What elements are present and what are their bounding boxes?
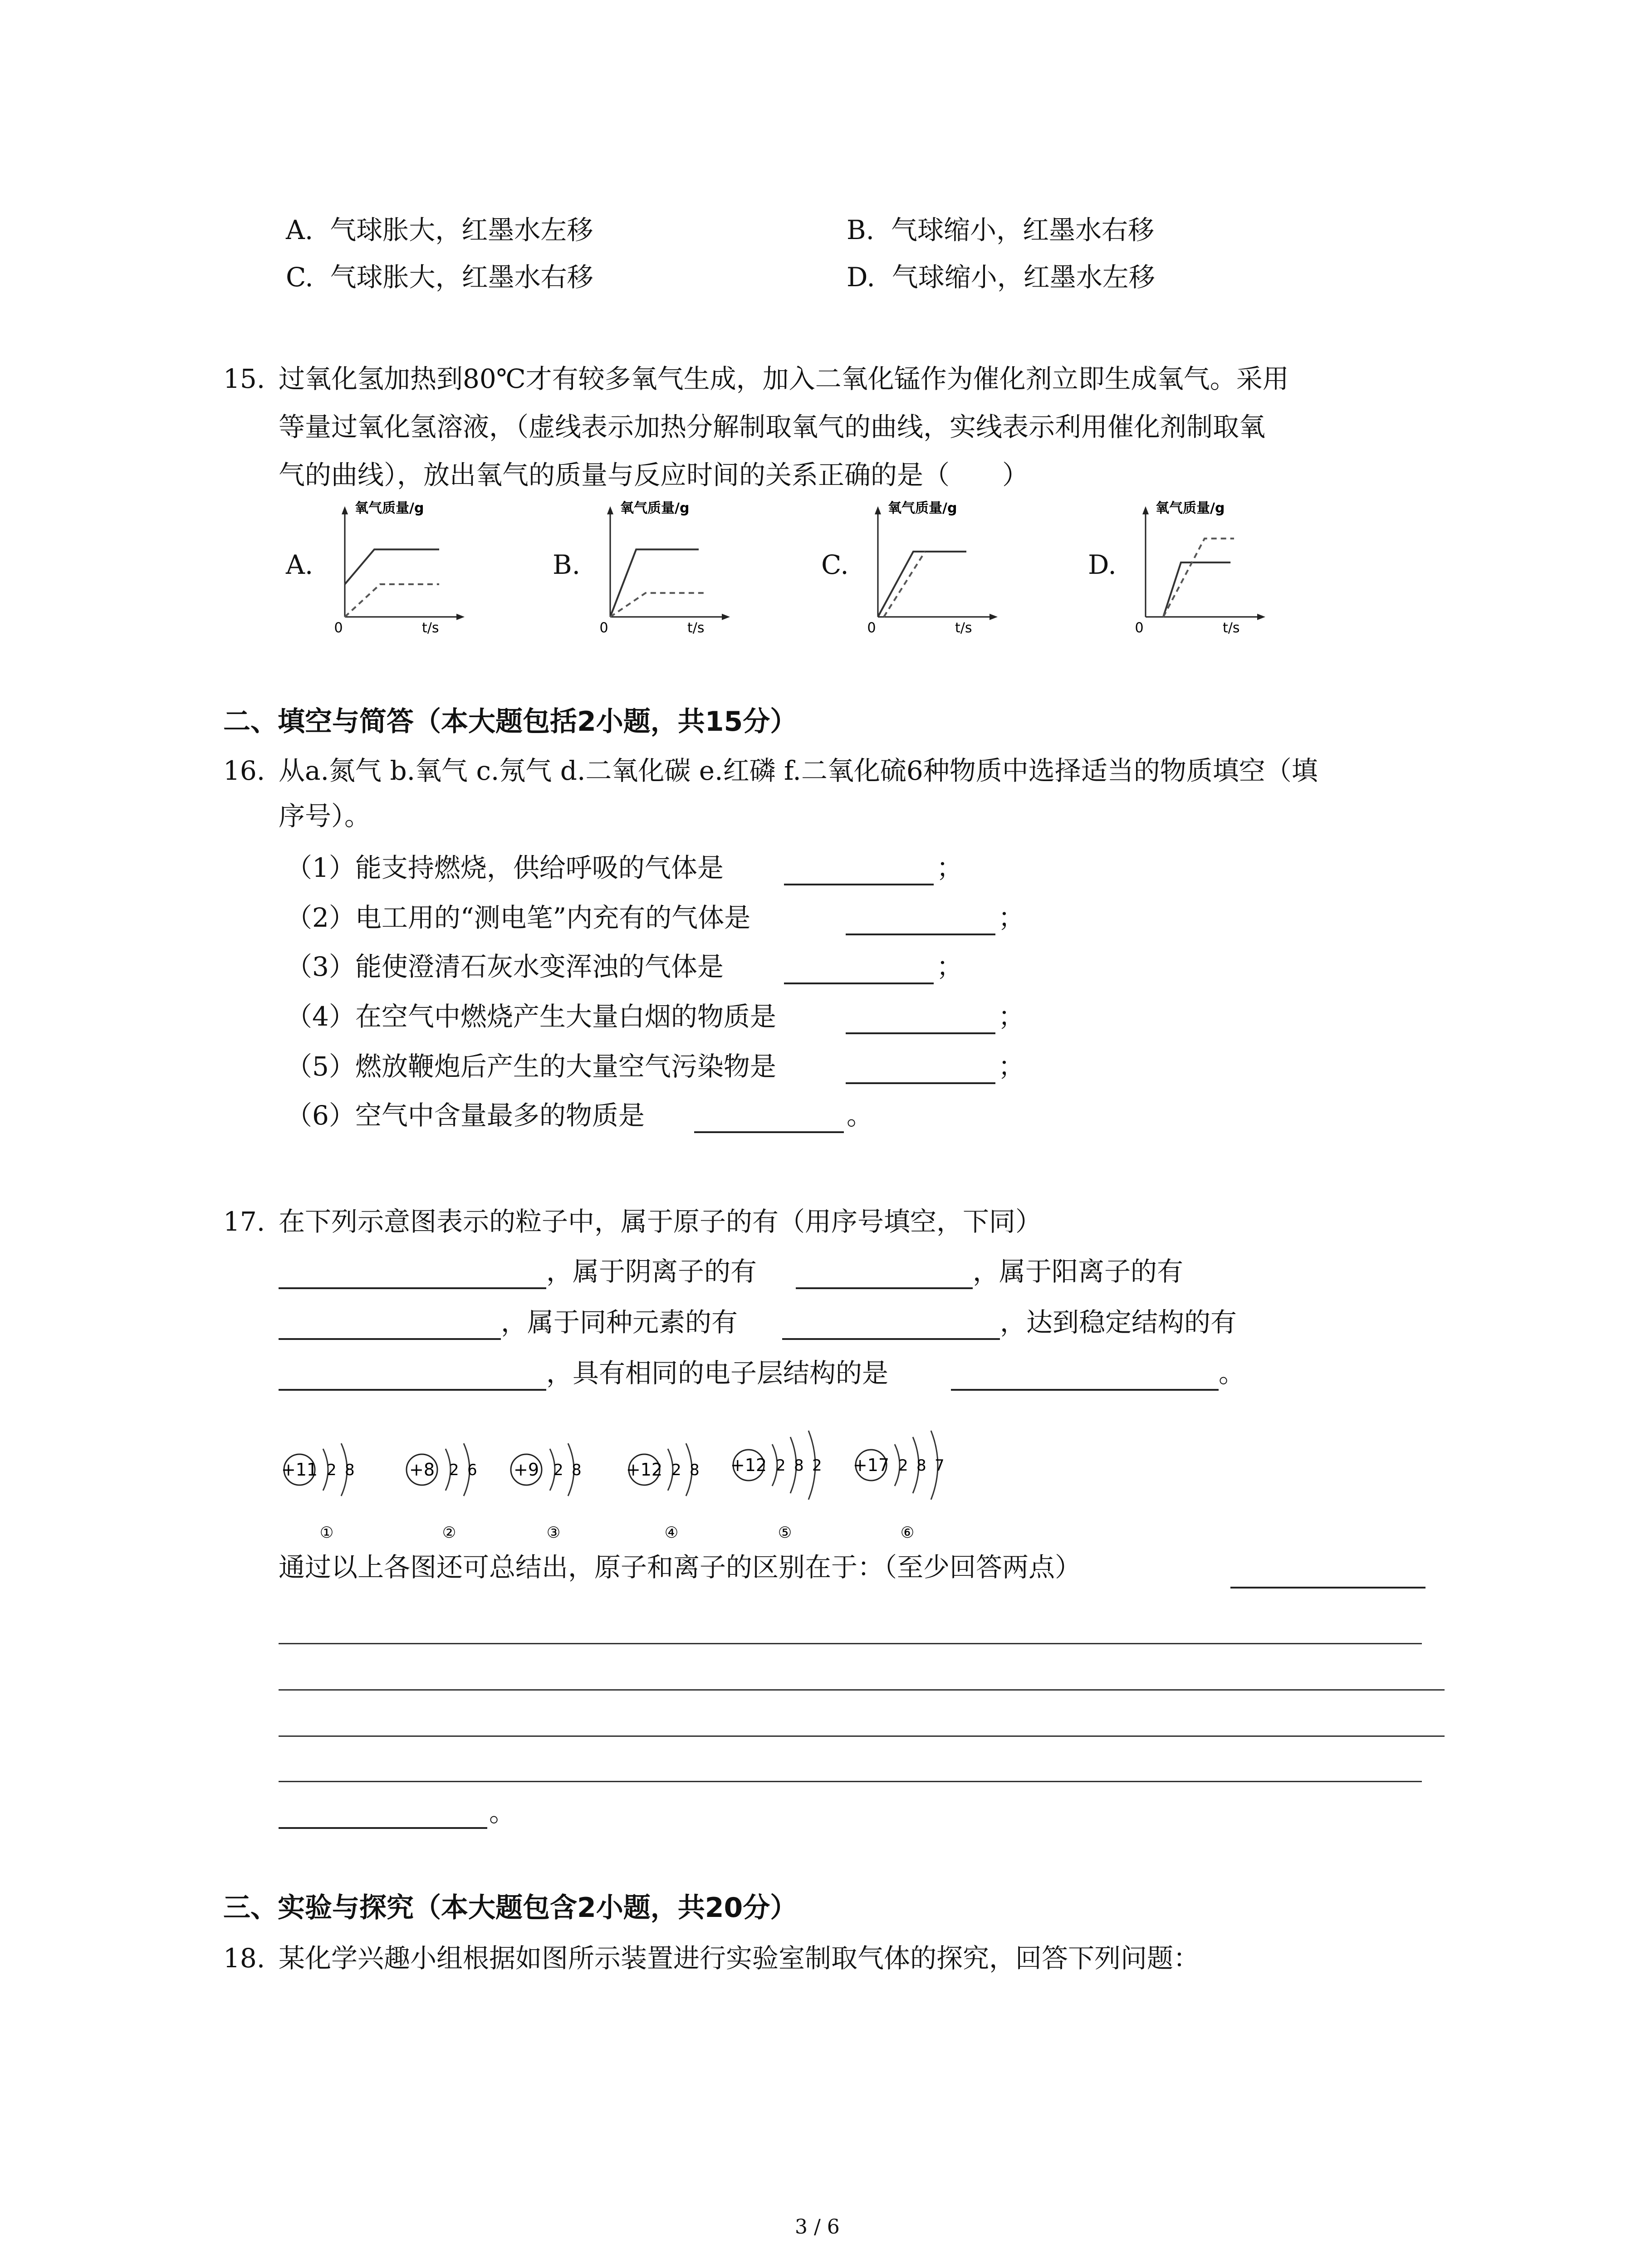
graph-c-dashed-curve	[884, 552, 925, 617]
atom-2-label: ②	[442, 1524, 456, 1542]
atom-5-shell-2: 8	[794, 1457, 804, 1475]
atom-3	[511, 1443, 582, 1542]
atom-5-nucleus-charge: +12	[730, 1455, 767, 1475]
q14-option-a: A. 气球胀大，红墨水左移	[286, 215, 593, 245]
graph-c-ylabel: 氧气质量/g	[888, 500, 957, 516]
q16-item-4-end: ；	[998, 1001, 1025, 1032]
q17-same-element-text: ，属于同种元素的有	[501, 1307, 738, 1338]
q17-stable-text: ，达到稳定结构的有	[1000, 1307, 1237, 1338]
q17-number: 17.	[223, 1206, 265, 1237]
graph-b-origin: 0	[599, 620, 608, 636]
q16-answer-6-blank[interactable]	[694, 1131, 844, 1133]
q18-stem: 某化学兴趣小组根据如图所示装置进行实验室制取气体的探究，回答下列问题：	[279, 1943, 1200, 1974]
q15-number: 15.	[223, 363, 265, 394]
q15-graph-b	[590, 492, 744, 646]
graph-a-xlabel: t/s	[422, 620, 439, 636]
q17-summary-line-4[interactable]	[279, 1735, 1445, 1737]
atom-2-nucleus-charge: +8	[409, 1460, 435, 1480]
graph-c-origin: 0	[867, 620, 876, 636]
q16-item-6: （6）空气中含量最多的物质是	[286, 1100, 645, 1131]
q16-item-2-end: ；	[998, 902, 1025, 933]
q16-item-6-end: 。	[847, 1100, 873, 1131]
q17-same-shell-blank[interactable]	[951, 1389, 1219, 1391]
q17-summary-line-5[interactable]	[279, 1781, 1422, 1782]
graph-c-xlabel: t/s	[955, 620, 972, 636]
atom-2-shell-2: 6	[467, 1461, 477, 1479]
atom-4-shell-2: 8	[690, 1461, 700, 1479]
graph-b-ylabel: 氧气质量/g	[620, 500, 690, 516]
atom-6-label: ⑥	[900, 1524, 915, 1542]
q17-end-text: 。	[1219, 1358, 1245, 1388]
atom-4	[626, 1443, 700, 1542]
atom-6-shell-3: 7	[935, 1457, 945, 1475]
q16-item-1-end: ；	[936, 852, 963, 883]
q14-option-b: B. 气球缩小，红墨水右移	[847, 215, 1154, 245]
atom-1-shell-2: 8	[345, 1461, 355, 1479]
q17-cation-text: ，属于阳离子的有	[973, 1256, 1184, 1287]
q16-number: 16.	[223, 755, 265, 786]
q17-stem-line1: 在下列示意图表示的粒子中，属于原子的有（用序号填空，下同）	[279, 1206, 1042, 1237]
atom-5-shell-1: 2	[776, 1457, 786, 1475]
q16-item-3: （3）能使澄清石灰水变浑浊的气体是	[286, 951, 724, 982]
atom-6-shell-2: 8	[916, 1457, 926, 1475]
q16-item-4: （4）在空气中燃烧产生大量白烟的物质是	[286, 1001, 776, 1032]
atom-6-shell-1: 2	[898, 1457, 908, 1475]
graph-a-dashed-curve	[345, 584, 439, 617]
q15-graph-c	[857, 492, 1012, 646]
q14-option-d: D. 气球缩小，红墨水左移	[847, 262, 1155, 293]
q17-anion-blank[interactable]	[796, 1287, 973, 1289]
q16-stem-line1: 从a.氮气 b.氧气 c.氖气 d.二氧化碳 e.红磷 f.二氧化硫6种物质中选择适当的物质填空（填	[279, 755, 1318, 786]
q17-summary-blank-1[interactable]	[1230, 1587, 1425, 1589]
q16-item-5: （5）燃放鞭炮后产生的大量空气污染物是	[286, 1051, 776, 1082]
q15-option-d-label: D.	[1088, 549, 1117, 580]
q15-stem-line2: 等量过氧化氢溶液，（虚线表示加热分解制取氧气的曲线，实线表示利用催化剂制取氧	[279, 411, 1266, 442]
q17-summary-text: 通过以上各图还可总结出，原子和离子的区别在于：（至少回答两点）	[279, 1552, 1082, 1583]
atom-3-label: ③	[546, 1524, 561, 1542]
q18-number: 18.	[223, 1943, 265, 1974]
graph-c-solid-curve	[878, 552, 966, 617]
graph-d-solid-curve	[1163, 562, 1230, 617]
atom-1-nucleus-charge: +11	[281, 1460, 318, 1480]
graph-d-origin: 0	[1135, 620, 1144, 636]
q16-answer-4-blank[interactable]	[846, 1032, 995, 1034]
q16-item-3-end: ；	[936, 951, 963, 982]
atom-5-shell-3: 2	[812, 1457, 822, 1475]
graph-a-solid-curve	[345, 549, 439, 584]
q17-same-element-blank[interactable]	[782, 1338, 1000, 1340]
q15-option-a-label: A.	[286, 549, 314, 580]
graph-c-x-arrow	[989, 614, 998, 620]
graph-a-x-arrow	[456, 614, 465, 620]
atom-3-shell-1: 2	[554, 1461, 563, 1479]
q16-answer-2-blank[interactable]	[846, 934, 995, 935]
q16-item-5-end: ；	[998, 1051, 1025, 1082]
q15-stem-line1: 过氧化氢加热到80℃才有较多氧气生成，加入二氧化锰作为催化剂立即生成氧气。采用	[279, 363, 1289, 394]
graph-d-ylabel: 氧气质量/g	[1156, 500, 1225, 516]
graph-a-origin: 0	[334, 620, 343, 636]
atom-5	[730, 1431, 822, 1542]
q14-option-c: C. 气球胀大，红墨水右移	[286, 262, 593, 293]
q16-item-1: （1）能支持燃烧，供给呼吸的气体是	[286, 852, 724, 883]
q17-atoms-blank[interactable]	[279, 1287, 546, 1289]
graph-b-solid-curve	[610, 549, 699, 617]
atom-1-shell-1: 2	[327, 1461, 337, 1479]
q15-graph-d	[1125, 492, 1279, 646]
q15-stem-line3: 气的曲线），放出氧气的质量与反应时间的关系正确的是（ ）	[279, 459, 1029, 490]
q17-same-shell-text: ，具有相同的电子层结构的是	[546, 1358, 889, 1388]
q17-summary-line-3[interactable]	[279, 1689, 1445, 1691]
atom-4-label: ④	[664, 1524, 679, 1542]
atom-4-nucleus-charge: +12	[626, 1460, 663, 1480]
atom-1	[281, 1443, 355, 1542]
graph-b-dashed-curve	[610, 593, 705, 617]
atom-3-nucleus-charge: +9	[513, 1460, 539, 1480]
atom-4-shell-1: 2	[671, 1461, 681, 1479]
q17-summary-blank-final[interactable]	[279, 1827, 487, 1829]
graph-b-x-arrow	[722, 614, 730, 620]
q17-cation-blank[interactable]	[279, 1338, 501, 1340]
section-3-title: 三、实验与探究（本大题包含2小题，共20分）	[223, 1892, 798, 1924]
q16-answer-5-blank[interactable]	[846, 1082, 995, 1084]
q15-graph-a	[324, 492, 479, 646]
atom-6-nucleus-charge: +17	[852, 1455, 890, 1475]
atom-5-label: ⑤	[778, 1524, 792, 1542]
section-2-title: 二、填空与简答（本大题包括2小题，共15分）	[223, 706, 798, 738]
graph-d-x-arrow	[1257, 614, 1265, 620]
graph-c-y-arrow	[875, 506, 881, 514]
atom-2	[407, 1443, 477, 1542]
q16-stem-line2: 序号）。	[279, 801, 371, 831]
q15-option-c-label: C.	[821, 549, 849, 580]
atom-1-label: ①	[319, 1524, 334, 1542]
q17-summary-line-2[interactable]	[279, 1643, 1422, 1644]
q17-atom-diagrams	[272, 1429, 998, 1547]
q16-answer-3-blank[interactable]	[784, 982, 934, 984]
q16-item-2: （2）电工用的“测电笔”内充有的气体是	[286, 902, 751, 933]
atom-3-shell-2: 8	[572, 1461, 582, 1479]
graph-b-y-arrow	[607, 506, 613, 514]
graph-d-dashed-curve	[1163, 538, 1234, 617]
q17-stable-blank[interactable]	[279, 1389, 546, 1391]
page-number: 3 / 6	[795, 2215, 840, 2239]
q17-anion-text: ，属于阴离子的有	[546, 1256, 757, 1287]
q15-option-b-label: B.	[553, 549, 581, 580]
graph-b-xlabel: t/s	[687, 620, 705, 636]
q16-answer-1-blank[interactable]	[784, 884, 934, 885]
graph-d-y-arrow	[1142, 506, 1149, 514]
graph-a-ylabel: 氧气质量/g	[355, 500, 424, 516]
graph-a-y-arrow	[342, 506, 348, 514]
q17-summary-end: 。	[489, 1797, 516, 1828]
graph-d-xlabel: t/s	[1223, 620, 1240, 636]
atom-6	[853, 1431, 945, 1542]
atom-2-shell-1: 2	[449, 1461, 459, 1479]
